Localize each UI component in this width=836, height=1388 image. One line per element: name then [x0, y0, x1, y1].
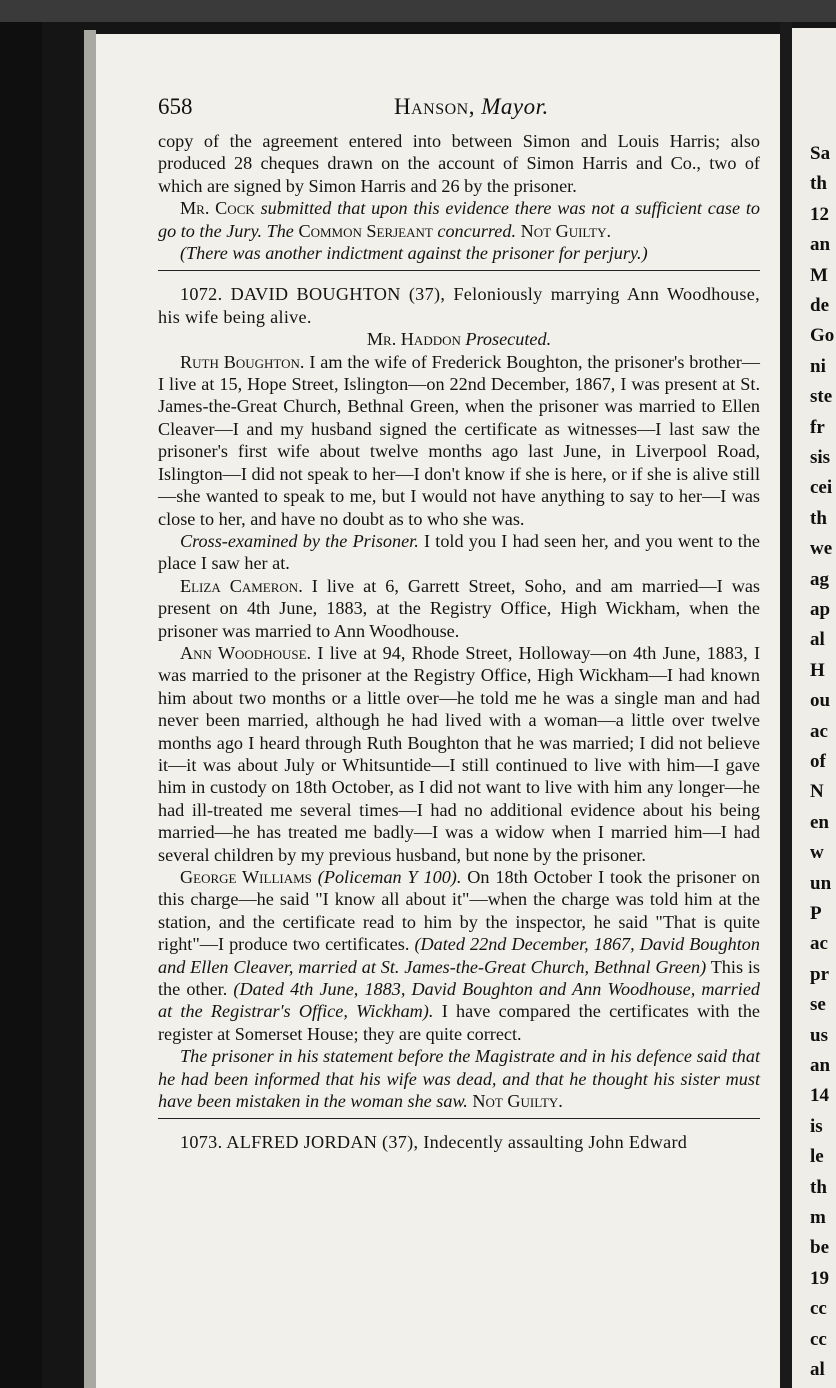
facing-page-line: th	[810, 173, 827, 195]
facing-page-fragment	[792, 28, 836, 1388]
witness-name: Ann Woodhouse.	[180, 642, 312, 663]
facing-page-line: cei	[810, 477, 833, 499]
case-title: 1073. ALFRED JORDAN (37), Indecently assaulting John Edward	[180, 1132, 688, 1153]
case-divider	[158, 270, 760, 271]
counsel-concurrence: concurred.	[437, 220, 517, 241]
page-content	[158, 130, 760, 1154]
witness-testimony	[158, 642, 760, 866]
facing-page-line: an	[810, 1055, 831, 1076]
facing-page-line: Sa	[810, 143, 831, 164]
cross-examination	[158, 530, 760, 575]
facing-page-line: al	[810, 629, 825, 651]
right-gutter	[780, 22, 792, 1388]
verdict: Not Guilty.	[472, 1091, 563, 1112]
left-gutter	[0, 22, 42, 1388]
facing-page-line: th	[810, 507, 827, 529]
facing-page-line: H	[810, 659, 825, 681]
testimony-text: I have compared the certificates with the register at Somerset House; they are quite correct.	[158, 1001, 760, 1044]
facing-page-line: le	[810, 1146, 824, 1168]
running-head-name: Hanson,	[394, 94, 475, 119]
facing-page-line: sis	[810, 447, 831, 468]
facing-page-line: 12	[810, 203, 829, 225]
certificate-text: (Dated 4th June, 1883, David Boughton and Ann Woodhouse, married at the Registrar's Office, Wickham).	[158, 979, 760, 1022]
prev-case-submission	[158, 197, 760, 242]
case-divider	[158, 1118, 760, 1119]
testimony-text: This is the other.	[158, 956, 760, 1000]
testimony-text: I live at 6, Garrett Street, Soho, and am married—I was present on 4th June, 1883, at the Registry Office, High Wickham, when the prisoner was married to Ann Woodhouse.	[158, 575, 760, 641]
counsel-name: Mr. Cock	[180, 198, 255, 219]
facing-page-line: cc	[810, 1328, 827, 1350]
witness-name: Ruth Boughton.	[180, 351, 305, 372]
prev-case-paragraph: copy of the agreement entered into between Simon and Louis Harris; also produced 28 cheques drawn on the account of Simon Harris and Co., two of which are signed by Simon Harris and 26 by the prisoner.	[158, 131, 760, 196]
scanner-bar	[0, 0, 836, 22]
facing-page-line: 14	[810, 1085, 829, 1107]
facing-page-line: cc	[810, 1298, 827, 1320]
running-head-title: Mayor.	[481, 94, 549, 119]
facing-page-line: al	[810, 1359, 825, 1380]
facing-page-line: w	[810, 842, 824, 864]
facing-page-line: is	[810, 1115, 823, 1137]
facing-page-line: ag	[810, 568, 829, 590]
page-number: 658	[158, 94, 193, 119]
testimony-text: On 18th October I took the prisoner on this charge—he said "I know all about it"—when the charge was told him at the station, and the certificate read to him by the inspector, he said "That is quite right"—I produce two certificates.	[158, 867, 761, 955]
prisoner-statement	[158, 1045, 760, 1112]
counsel-name: Common Serjeant	[298, 220, 433, 241]
prev-case-note: (There was another indictment against the prisoner for perjury.)	[180, 243, 648, 264]
witness-name: Eliza Cameron.	[180, 575, 303, 596]
facing-page-line: se	[810, 994, 826, 1016]
facing-page-line: ste	[810, 386, 833, 408]
facing-page-line: be	[810, 1237, 829, 1259]
prosecutor-role: Prosecuted.	[465, 329, 552, 350]
facing-page-line: us	[810, 1024, 828, 1046]
counsel-submission: submitted that upon this evidence there was not a sufficient case to go to the Jury. The	[158, 198, 761, 241]
page-edge	[84, 30, 96, 1388]
facing-page-line: M	[810, 264, 828, 286]
facing-page-line: pr	[810, 963, 829, 985]
verdict: Not Guilty.	[520, 220, 612, 241]
case-title: 1072. DAVID BOUGHTON (37), Feloniously marrying Ann Woodhouse, his wife being alive.	[158, 284, 760, 327]
certificate-text: (Dated 22nd December, 1867, David Boughton and Ellen Cleaver, married at St. James-the-Great Church, Bethnal Green)	[158, 934, 760, 977]
facing-page-line: fr	[810, 416, 825, 438]
witness-testimony	[158, 866, 760, 1045]
testimony-text: I live at 94, Rhode Street, Holloway—on 4th June, 1883, I was married to the prisoner at the Registry Office, High Wickham—I had known him about two months or a little over—he told me he was a single man and had never been married, although he had lived with a woman—a little over twelve months ago I heard through Ruth Boughton that he was married; I did not believe it—it was about July or Whitsuntide—I still continued to live with him—I gave him in custody on 18th October, as I did not want to live with him any longer—he had ill-treated me several times—I had no additional evidence about his being married—he has treated me badly—I was a widow when I married him—I had several children by my previous husband, but none by the prisoner.	[158, 642, 760, 865]
facing-page-line: th	[810, 1176, 827, 1198]
facing-page-line: Go	[810, 325, 835, 347]
facing-page-line: of	[810, 751, 826, 772]
facing-page-line: de	[810, 295, 829, 316]
facing-page-line: ac	[810, 720, 828, 742]
witness-name: George Williams	[180, 867, 312, 887]
witness-testimony	[158, 351, 760, 530]
facing-page-line: ap	[810, 599, 831, 620]
facing-page-line: ac	[810, 933, 828, 955]
witness-testimony	[158, 575, 760, 642]
running-head	[394, 94, 549, 120]
page-header	[158, 94, 758, 124]
facing-page-line: ni	[810, 355, 826, 377]
statement-text: The prisoner in his statement before the Magistrate and in his defence said that he had been informed that his wife was dead, and that he thought his sister must have been mistaken in the woman she saw.	[158, 1046, 760, 1112]
facing-page-line: an	[810, 234, 831, 256]
facing-page-line: 19	[810, 1267, 829, 1289]
prosecutor-line	[158, 328, 760, 350]
facing-page-line: en	[810, 811, 829, 833]
testimony-text: I am the wife of Frederick Boughton, the prisoner's brother—I live at 15, Hope Street, Islington—on 22nd December, 1867, I was present at St. James-the-Great Church, Bethnal Green, when the prisoner was married to Ellen Cleaver—I and my husband signed the certificate as witnesses—I last saw the prisoner's first wife about twelve months ago last June, in Liverpool Road, Islington—I did not speak to her—I don't know if she is here, or if she is alive still—she wanted to speak to me, but I would not have anything to say to her—I was close to her, and have no doubt as to who she was.	[158, 351, 760, 529]
facing-page-line: we	[810, 538, 833, 560]
facing-page-line: m	[810, 1207, 826, 1228]
facing-page-line: N	[810, 781, 824, 803]
witness-role: (Policeman Y 100).	[317, 867, 462, 887]
facing-page-line: ou	[810, 690, 831, 712]
facing-page-line: P	[810, 903, 822, 924]
cross-examination-label: Cross-examined by the Prisoner.	[180, 530, 419, 551]
book-page	[96, 34, 782, 1388]
facing-page-line: un	[810, 872, 832, 894]
testimony-text: I told you I had seen her, and you went to the place I saw her at.	[158, 530, 760, 574]
prosecutor-name: Mr. Haddon	[366, 329, 461, 350]
